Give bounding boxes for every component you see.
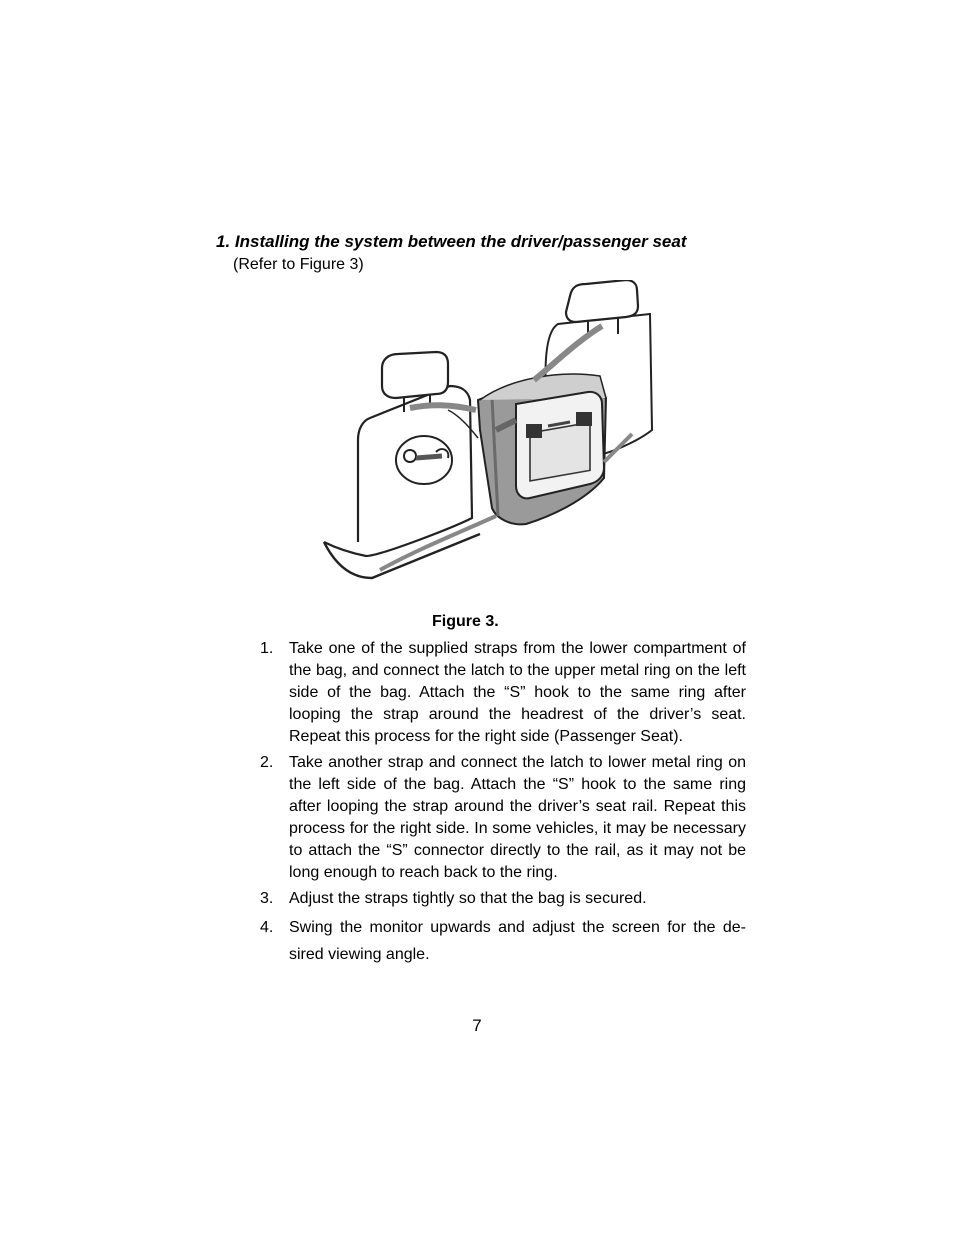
instruction-list	[258, 638, 746, 972]
figure-3-illustration	[320, 280, 660, 585]
section-title: 1. Installing the system between the driver/passenger seat	[216, 232, 687, 251]
instruction-step	[258, 638, 746, 748]
left-speaker	[526, 424, 542, 438]
instruction-step	[258, 888, 746, 910]
passenger-headrest	[566, 280, 638, 322]
step-text: Adjust the straps tightly so that the bag is secured.	[289, 890, 647, 907]
step-text: Swing the monitor upwards and adjust the screen for the de-sired viewing angle.	[289, 919, 746, 963]
step-number: 4.	[260, 919, 274, 936]
page-number: 7	[472, 1016, 482, 1035]
step-number: 1.	[260, 640, 274, 657]
right-speaker	[576, 412, 592, 426]
step-number: 2.	[260, 754, 274, 771]
instruction-step	[258, 752, 746, 884]
driver-headrest	[382, 352, 448, 398]
step-text: Take another strap and connect the latch to lower metal ring on the left side of the bag. Attach the “S” hook to the same ring after looping the strap around the driver’s seat rail. Repeat this process for the right side. In some vehicles, it may be necessary to attach the “S” connector directly to the rail, as it may not be long enough to reach back to the ring.	[289, 754, 746, 881]
figure-reference: (Refer to Figure 3)	[233, 256, 364, 273]
step-number: 3.	[260, 890, 274, 907]
step-text: Take one of the supplied straps from the lower compartment of the bag, and connect the latch to the upper metal ring on the left side of the bag. Attach the “S” hook to the same ring after looping the strap around the headrest of the driver’s seat. Repeat this process for the right side (Passenger Seat).	[289, 640, 746, 745]
instruction-step	[258, 914, 746, 968]
seat-installation-drawing	[320, 280, 660, 585]
figure-caption: Figure 3.	[432, 613, 499, 630]
